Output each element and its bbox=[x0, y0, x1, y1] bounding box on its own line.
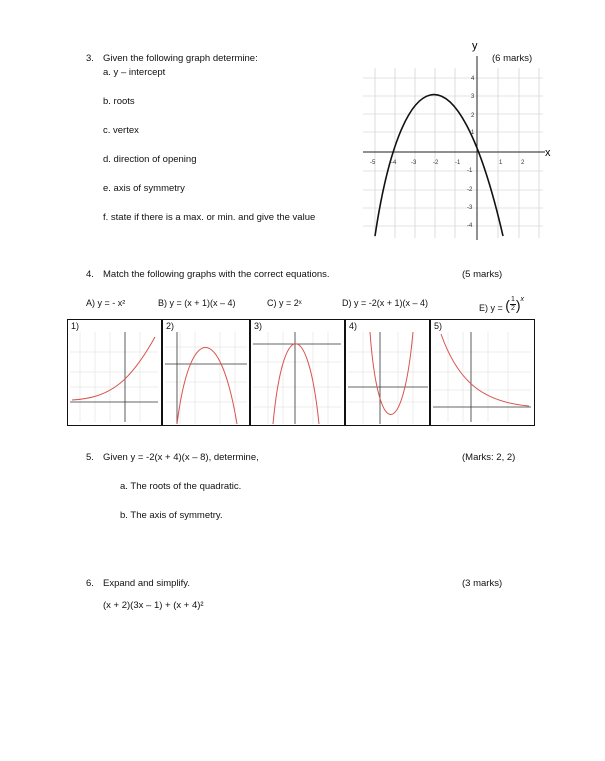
q4-marks: (5 marks) bbox=[462, 269, 503, 280]
q4-equation-e-prefix: E) y = bbox=[479, 303, 506, 313]
q6-expression: (x + 2)(3x – 1) + (x + 4)² bbox=[103, 600, 204, 611]
q4-equation-b: B) y = (x + 1)(x – 4) bbox=[158, 298, 236, 308]
q6-marks: (3 marks) bbox=[462, 578, 503, 589]
q4-graph-4 bbox=[348, 332, 428, 424]
q4-graph-3-curve bbox=[273, 344, 319, 424]
q3-x-tick: -2 bbox=[433, 160, 439, 166]
q4-equation-e: E) y = ( $\frac{1}{2}$ )$^x$ bbox=[479, 296, 525, 313]
q4-equation-e-exponent: x bbox=[520, 296, 525, 303]
q4-graph-box-3 bbox=[250, 319, 345, 426]
q3-y-tick: -3 bbox=[467, 205, 473, 211]
q4-graph-5 bbox=[433, 332, 531, 422]
q4-graph-2 bbox=[165, 332, 247, 424]
q4-graph-box-1 bbox=[67, 319, 162, 426]
q4-graph-5-curve bbox=[441, 334, 529, 406]
q3-y-tick: 4 bbox=[471, 76, 475, 82]
q4-graph-box-4 bbox=[345, 319, 430, 426]
q6-prompt: Expand and simplify. bbox=[103, 578, 190, 589]
q4-graph-1 bbox=[70, 332, 158, 422]
q3-x-tick: 2 bbox=[521, 160, 525, 166]
q4-graph-2-curve bbox=[177, 348, 237, 425]
q3-x-tick: 1 bbox=[499, 160, 503, 166]
q4-prompt: Match the following graphs with the correct equations. bbox=[103, 269, 330, 280]
q3-y-tick: 2 bbox=[471, 113, 475, 119]
q4-equation-e-numerator: 1 bbox=[510, 296, 515, 304]
q4-equation-d: D) y = -2(x + 1)(x – 4) bbox=[342, 298, 429, 308]
q4-graph-label-3: 3) bbox=[254, 321, 263, 331]
q3-part-c: c. vertex bbox=[103, 125, 139, 136]
q3-y-tick: 1 bbox=[471, 130, 475, 136]
q5-prompt: Given y = -2(x + 4)(x – 8), determine, bbox=[103, 452, 259, 463]
q3-part-b: b. roots bbox=[103, 96, 135, 107]
q5-part-a: a. The roots of the quadratic. bbox=[120, 481, 242, 492]
q3-y-axis-label: y bbox=[472, 40, 478, 52]
q4-graph-box-5 bbox=[430, 319, 535, 426]
q4-equation-a: A) y = - x² bbox=[86, 298, 126, 308]
q3-prompt: Given the following graph determine: bbox=[103, 53, 258, 64]
q4-graph-box-2 bbox=[162, 319, 250, 426]
q3-number: 3. bbox=[86, 53, 94, 64]
q4-number: 4. bbox=[86, 269, 94, 280]
q3-part-f: f. state if there is a max. or min. and give the value bbox=[103, 212, 316, 223]
q3-y-tick: 3 bbox=[471, 94, 475, 100]
q4-graph-label-2: 2) bbox=[166, 321, 175, 331]
q4-equation-e-denominator: 2 bbox=[510, 305, 515, 313]
q4-graph-label-4: 4) bbox=[349, 321, 358, 331]
q6-number: 6. bbox=[86, 578, 94, 589]
q3-x-axis-label: x bbox=[545, 147, 551, 159]
q3-part-e: e. axis of symmetry bbox=[103, 183, 185, 194]
q4-graph-3 bbox=[253, 332, 341, 424]
q3-y-tick: -4 bbox=[467, 223, 473, 229]
q3-x-tick: -5 bbox=[370, 160, 376, 166]
q3-x-tick-labels bbox=[370, 160, 525, 166]
q4-equation-c: C) y = 2ˣ bbox=[267, 298, 302, 308]
q3-y-tick: -1 bbox=[467, 168, 473, 174]
q3-part-a: a. y – intercept bbox=[103, 67, 166, 78]
q5-marks: (Marks: 2, 2) bbox=[462, 452, 516, 463]
q3-part-d: d. direction of opening bbox=[103, 154, 197, 165]
q3-marks: (6 marks) bbox=[492, 53, 533, 64]
q3-y-tick: -2 bbox=[467, 187, 473, 193]
q3-x-tick: -3 bbox=[411, 160, 417, 166]
q4-graph-label-5: 5) bbox=[434, 321, 443, 331]
q4-graph-label-1: 1) bbox=[71, 321, 80, 331]
q3-parabola-graph bbox=[355, 38, 555, 243]
q3-grid bbox=[363, 68, 543, 238]
q3-x-tick: -1 bbox=[455, 160, 461, 166]
q5-part-b: b. The axis of symmetry. bbox=[120, 510, 223, 521]
q5-number: 5. bbox=[86, 452, 94, 463]
q4-graph-1-curve bbox=[72, 337, 155, 400]
q3-x-tick: -4 bbox=[391, 160, 397, 166]
